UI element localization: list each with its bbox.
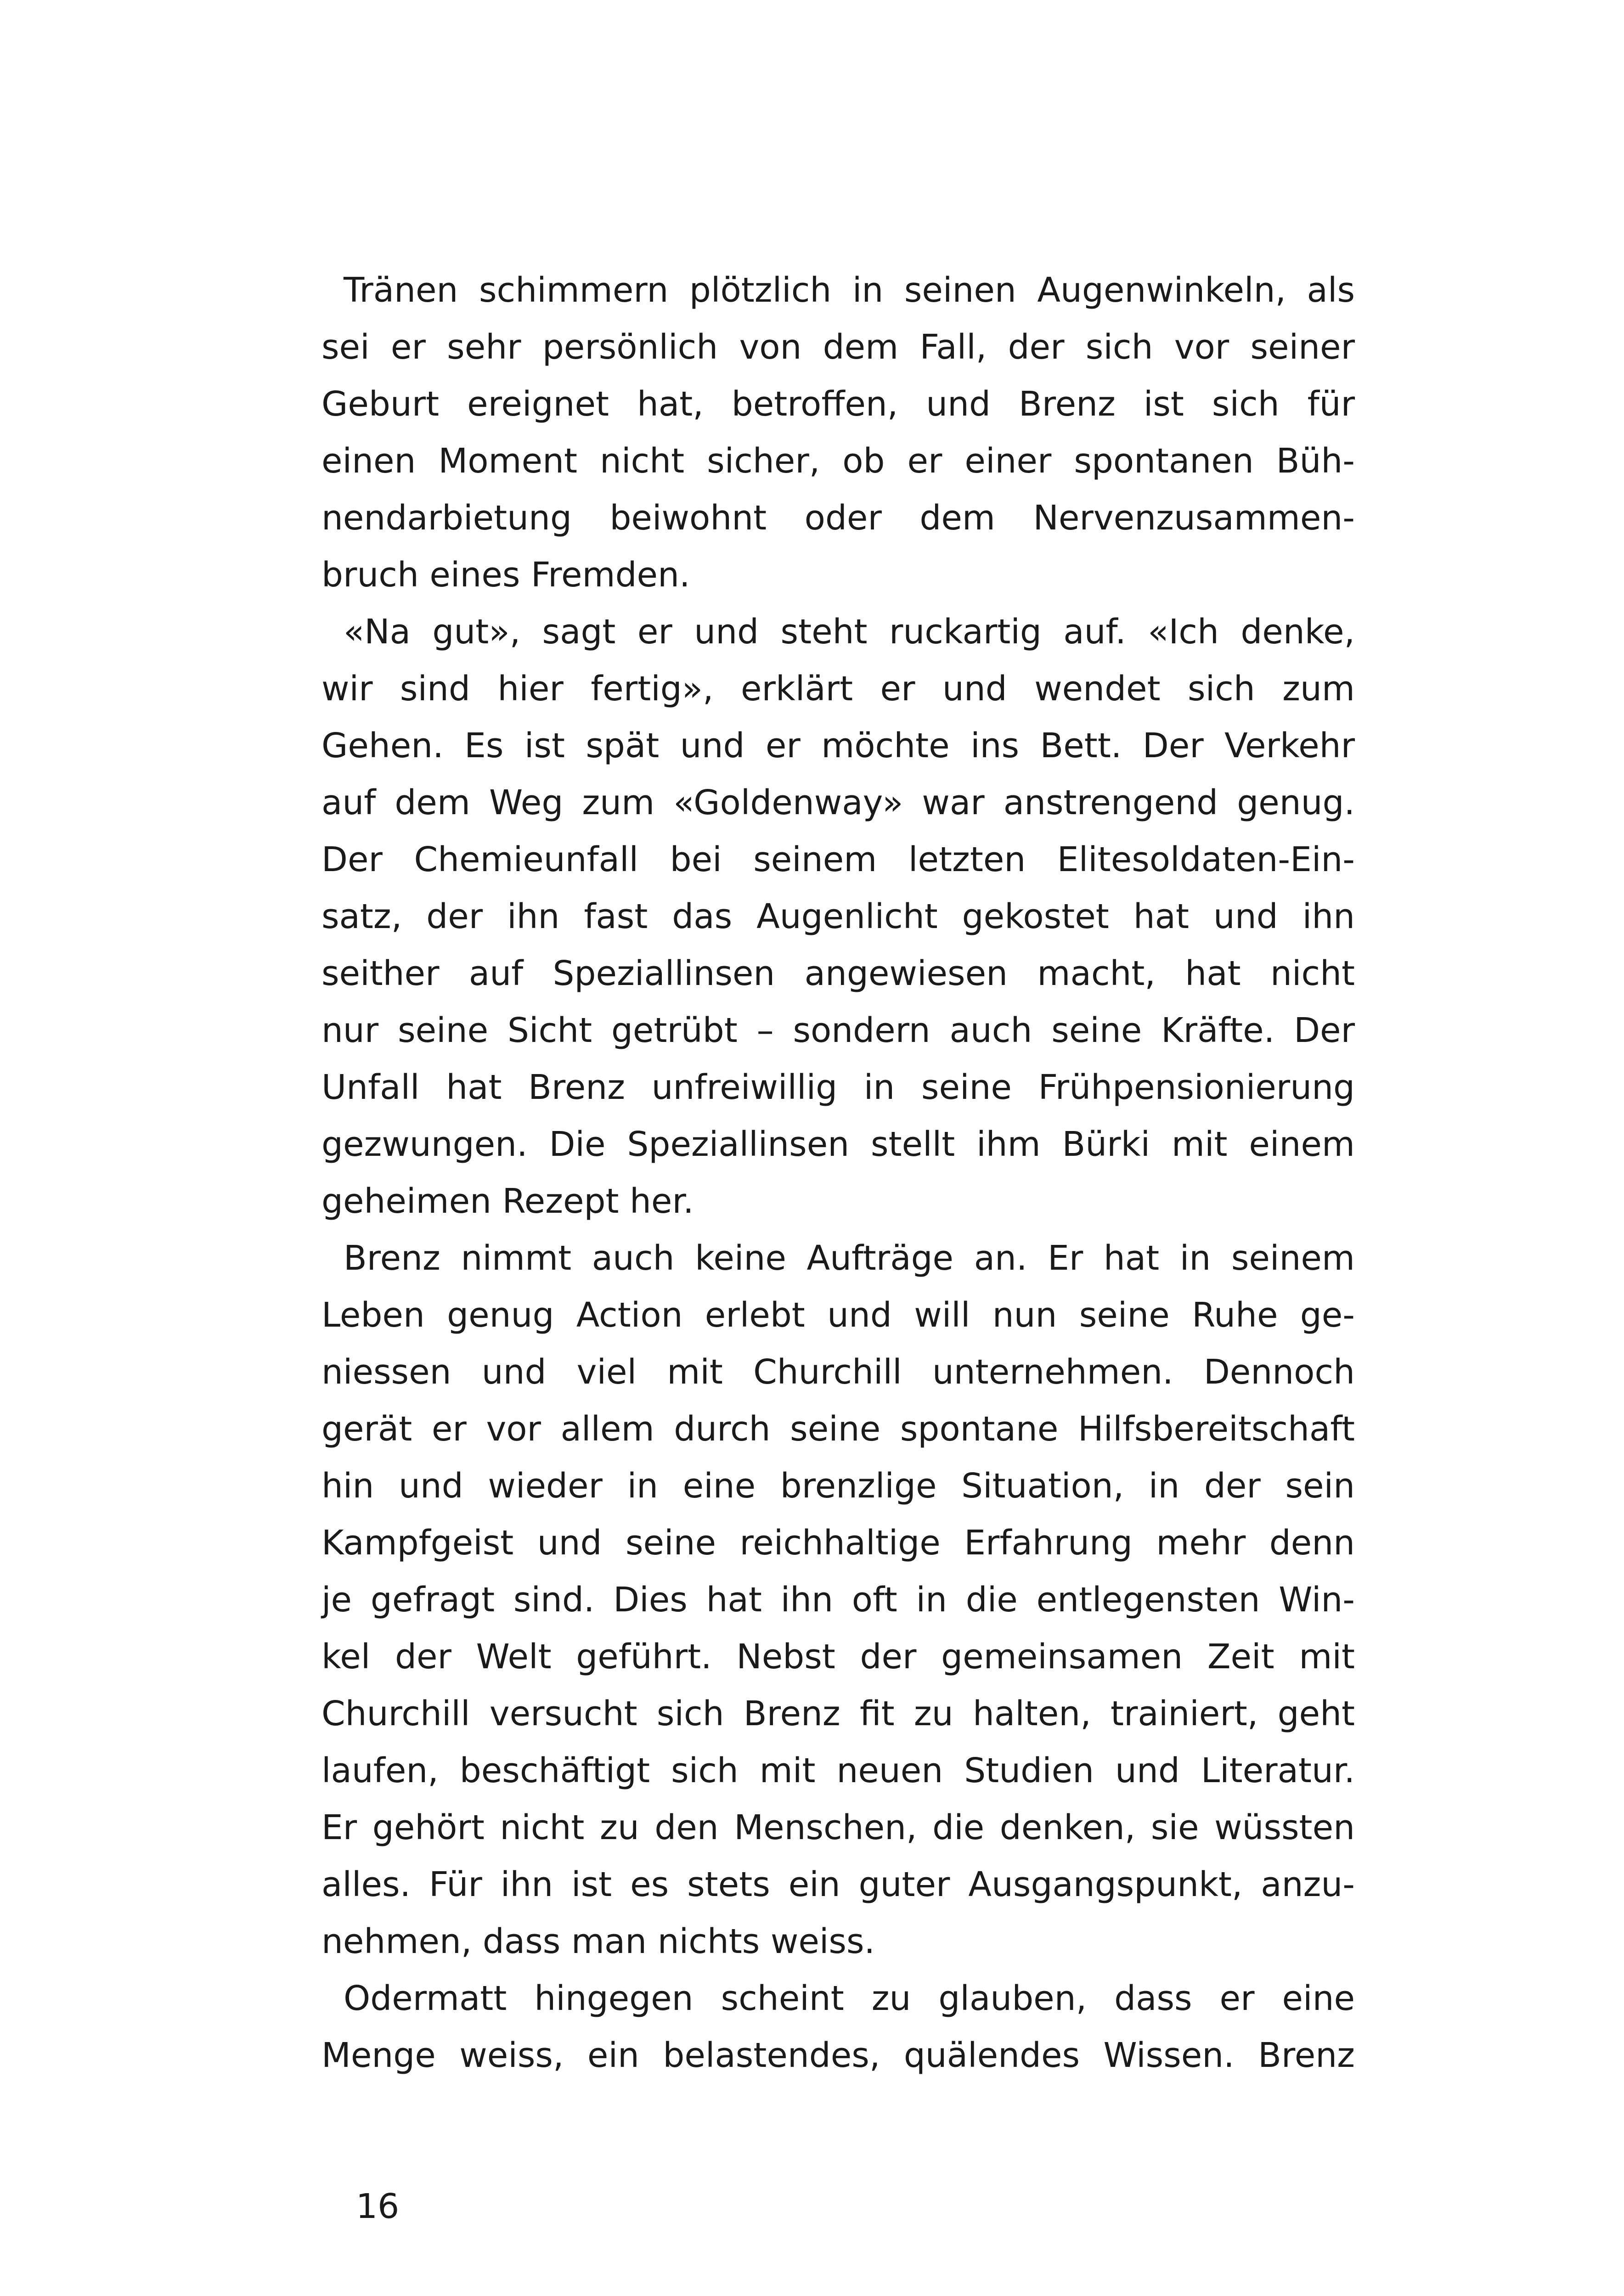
- text-line: seither auf Speziallinsen angewiesen macht, hat nicht: [321, 954, 1355, 993]
- text-line: geheimen Rezept her.: [321, 1182, 694, 1221]
- body-text: [321, 262, 1355, 2084]
- text-line: satz, der ihn fast das Augenlicht gekostet hat und ihn: [321, 897, 1355, 936]
- text-line: alles. Für ihn ist es stets ein guter Ausgangspunkt, anzu-: [321, 1865, 1355, 1904]
- text-line: wir sind hier fertig», erklärt er und wendet sich zum: [321, 669, 1355, 709]
- text-line: einen Moment nicht sicher, ob er einer spontanen Büh-: [321, 441, 1355, 481]
- text-line: Unfall hat Brenz unfreiwillig in seine Frühpensionierung: [321, 1068, 1355, 1107]
- text-line: Brenz nimmt auch keine Aufträge an. Er hat in seinem: [344, 1238, 1355, 1278]
- text-line: nehmen, dass man nichts weiss.: [321, 1922, 875, 1961]
- text-line: sei er sehr persönlich von dem Fall, der sich vor seiner: [321, 327, 1355, 367]
- text-line: Menge weiss, ein belastendes, quälendes Wissen. Brenz: [321, 2036, 1355, 2075]
- text-line: Tränen schimmern plötzlich in seinen Augenwinkeln, als: [344, 270, 1355, 310]
- text-line: Leben genug Action erlebt und will nun seine Ruhe ge-: [321, 1295, 1355, 1335]
- text-line: kel der Welt geführt. Nebst der gemeinsamen Zeit mit: [321, 1637, 1355, 1677]
- text-line: niessen und viel mit Churchill unternehmen. Dennoch: [321, 1352, 1355, 1392]
- page-number: 16: [356, 2187, 400, 2226]
- text-line: je gefragt sind. Dies hat ihn oft in die entlegensten Win-: [321, 1580, 1355, 1620]
- text-line: Odermatt hingegen scheint zu glauben, dass er eine: [344, 1979, 1355, 2018]
- text-line: laufen, beschäftigt sich mit neuen Studien und Literatur.: [321, 1751, 1355, 1790]
- text-line: Er gehört nicht zu den Menschen, die denken, sie wüssten: [321, 1808, 1355, 1847]
- text-line: Gehen. Es ist spät und er möchte ins Bett. Der Verkehr: [321, 726, 1355, 765]
- text-line: auf dem Weg zum «Goldenway» war anstrengend genug.: [321, 783, 1355, 822]
- text-line: Der Chemieunfall bei seinem letzten Elitesoldaten-Ein-: [321, 840, 1355, 879]
- text-line: Churchill versucht sich Brenz fit zu halten, trainiert, geht: [321, 1694, 1355, 1733]
- text-line: Kampfgeist und seine reichhaltige Erfahrung mehr denn: [321, 1523, 1355, 1563]
- text-line: Geburt ereignet hat, betroffen, und Brenz ist sich für: [321, 384, 1355, 424]
- text-line: nendarbietung beiwohnt oder dem Nervenzusammen-: [321, 498, 1355, 538]
- text-line: nur seine Sicht getrübt – sondern auch seine Kräfte. Der: [321, 1011, 1355, 1050]
- text-line: gezwungen. Die Speziallinsen stellt ihm Bürki mit einem: [321, 1125, 1355, 1164]
- text-line: hin und wieder in eine brenzlige Situation, in der sein: [321, 1466, 1355, 1506]
- text-line: gerät er vor allem durch seine spontane Hilfsbereitschaft: [321, 1409, 1355, 1449]
- text-line: bruch eines Fremden.: [321, 555, 690, 595]
- text-line: «Na gut», sagt er und steht ruckartig auf. «Ich denke,: [344, 612, 1355, 652]
